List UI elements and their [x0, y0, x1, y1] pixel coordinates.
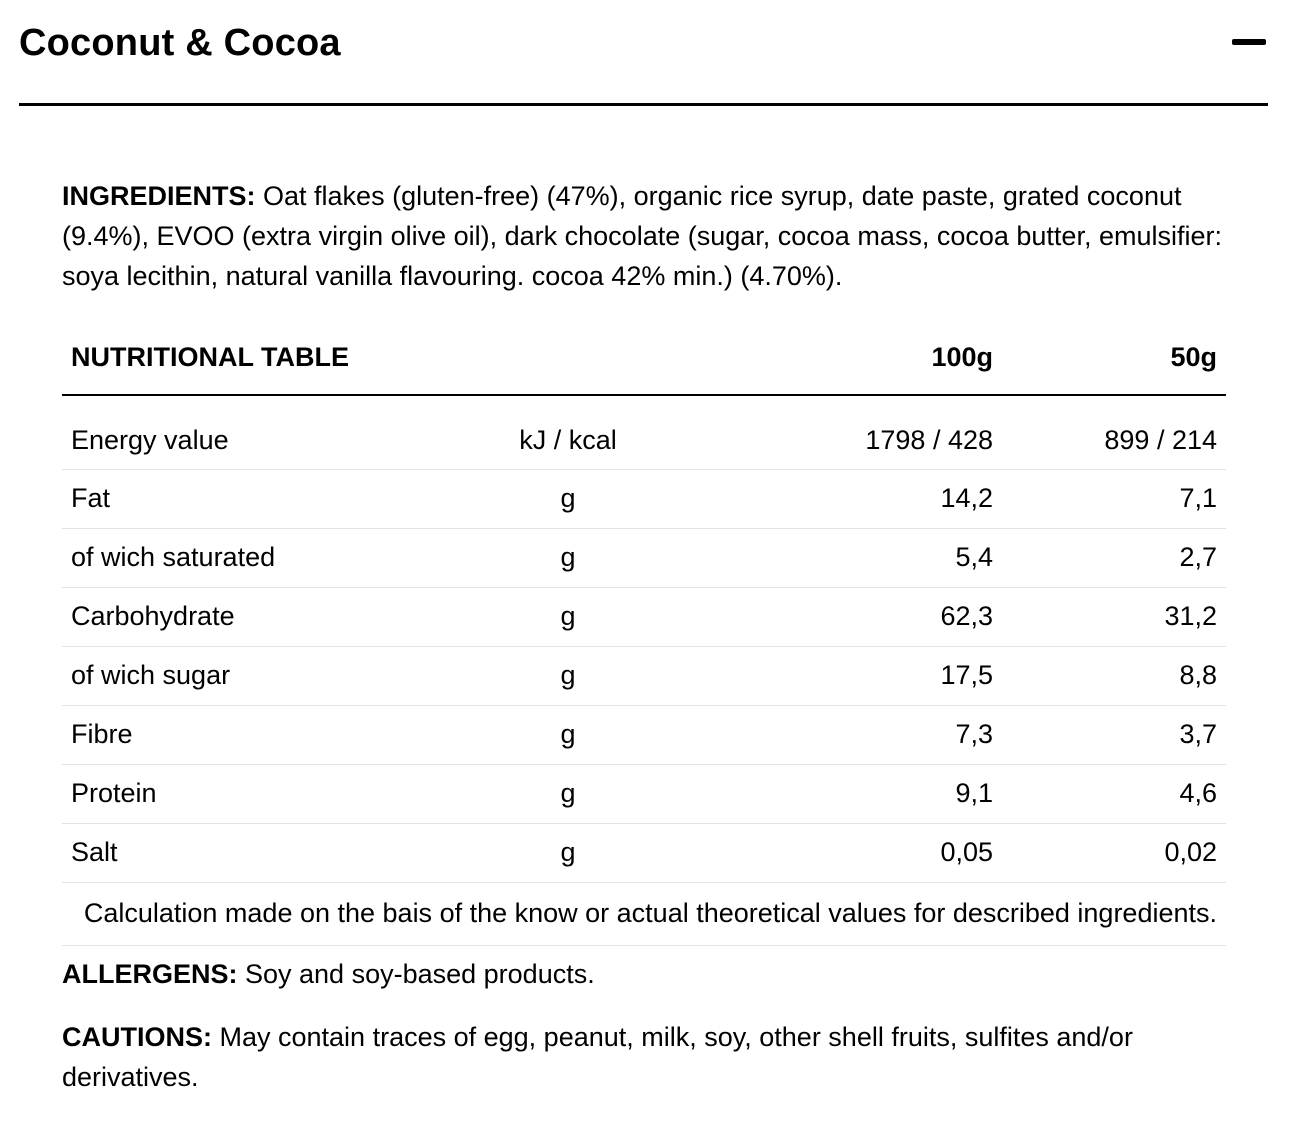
cautions-label: CAUTIONS:	[62, 1021, 212, 1052]
table-row	[62, 764, 1226, 823]
value-per-50g: 8,8	[1002, 646, 1226, 705]
cautions-text: May contain traces of egg, peanut, milk, soy, other shell fruits, sulfites and/or derivatives.	[62, 1021, 1133, 1092]
table-row	[62, 528, 1226, 587]
minus-icon	[1232, 39, 1266, 45]
accordion-content	[62, 176, 1226, 1097]
allergens-section	[62, 954, 1226, 994]
table-row	[62, 823, 1226, 882]
unit-column-header	[452, 326, 684, 395]
nutrient-name: Energy value	[62, 395, 452, 469]
cautions-section	[62, 1017, 1226, 1097]
value-per-50g: 7,1	[1002, 469, 1226, 528]
value-per-50g: 3,7	[1002, 705, 1226, 764]
value-per-100g: 1798 / 428	[684, 395, 1002, 469]
value-per-100g: 17,5	[684, 646, 1002, 705]
nutrient-name: Fibre	[62, 705, 452, 764]
calculation-note: Calculation made on the bais of the know or actual theoretical values for described ingredients.	[62, 882, 1226, 945]
nutrient-unit: kJ / kcal	[452, 395, 684, 469]
nutrient-name: of wich sugar	[62, 646, 452, 705]
accordion-header[interactable]	[19, 0, 1268, 106]
per-100g-column-header: 100g	[684, 326, 1002, 395]
table-row	[62, 646, 1226, 705]
ingredients-label: INGREDIENTS:	[62, 181, 256, 211]
table-row	[62, 469, 1226, 528]
value-per-50g: 4,6	[1002, 764, 1226, 823]
nutrient-name: Salt	[62, 823, 452, 882]
value-per-50g: 31,2	[1002, 587, 1226, 646]
nutrition-table-header	[62, 326, 1226, 395]
nutrient-unit: g	[452, 587, 684, 646]
table-note-row	[62, 882, 1226, 945]
value-per-100g: 14,2	[684, 469, 1002, 528]
value-per-100g: 62,3	[684, 587, 1002, 646]
value-per-50g: 0,02	[1002, 823, 1226, 882]
table-row	[62, 395, 1226, 469]
ingredients-section	[62, 176, 1226, 296]
nutrient-unit: g	[452, 646, 684, 705]
ingredients-text: Oat flakes (gluten-free) (47%), organic rice syrup, date paste, grated coconut (9.4%), EVOO (extra virgin olive oil), dark chocolate (sugar, cocoa mass, cocoa butter, emulsifier: soya lecithin, natural vanilla flavouring. cocoa 42% min.) (4.70%).	[62, 181, 1222, 291]
nutrient-unit: g	[452, 528, 684, 587]
collapse-button[interactable]	[1230, 28, 1268, 56]
allergens-label: ALLERGENS:	[62, 958, 238, 989]
value-per-50g: 2,7	[1002, 528, 1226, 587]
value-per-100g: 7,3	[684, 705, 1002, 764]
table-row	[62, 587, 1226, 646]
nutrient-name: Carbohydrate	[62, 587, 452, 646]
value-per-100g: 9,1	[684, 764, 1002, 823]
value-per-100g: 0,05	[684, 823, 1002, 882]
nutrient-unit: g	[452, 764, 684, 823]
nutrient-name: of wich saturated	[62, 528, 452, 587]
nutrient-unit: g	[452, 705, 684, 764]
nutrient-unit: g	[452, 823, 684, 882]
nutrient-unit: g	[452, 469, 684, 528]
nutrition-table	[62, 326, 1226, 946]
per-50g-column-header: 50g	[1002, 326, 1226, 395]
product-title: Coconut & Cocoa	[19, 22, 341, 64]
nutrition-table-title: NUTRITIONAL TABLE	[62, 326, 452, 395]
value-per-50g: 899 / 214	[1002, 395, 1226, 469]
nutrient-name: Fat	[62, 469, 452, 528]
allergens-text: Soy and soy-based products.	[237, 958, 595, 989]
value-per-100g: 5,4	[684, 528, 1002, 587]
nutrient-name: Protein	[62, 764, 452, 823]
table-row	[62, 705, 1226, 764]
